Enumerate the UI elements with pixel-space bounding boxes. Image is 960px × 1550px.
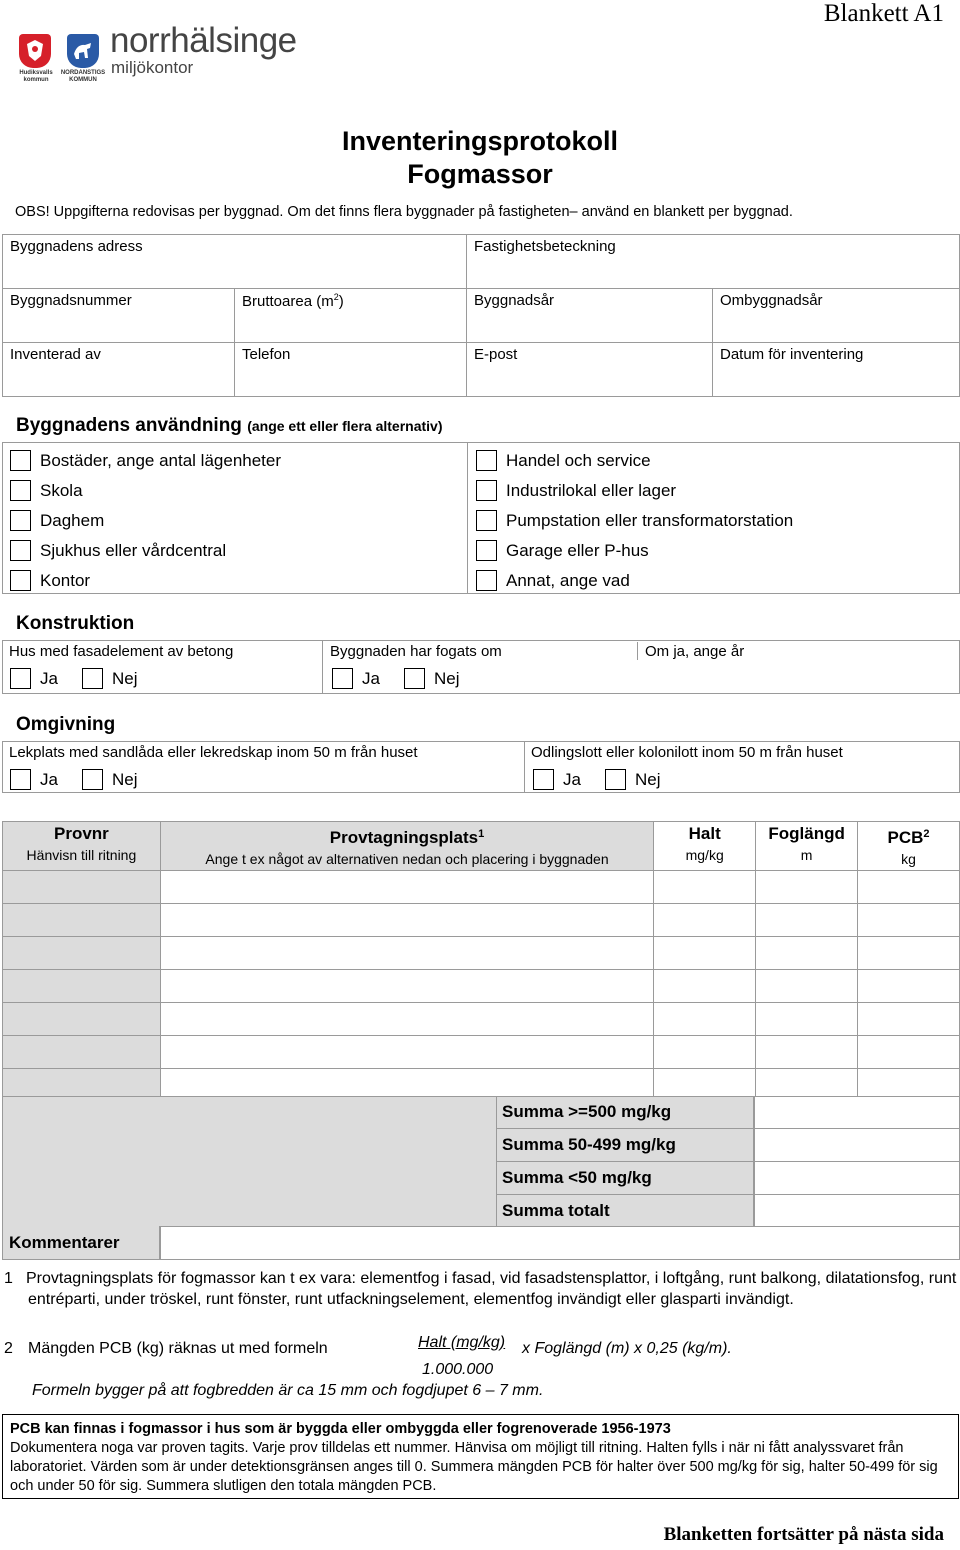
- field-inventoried-by[interactable]: Inventerad av: [3, 343, 235, 397]
- nordanstig-crest-icon: [67, 34, 99, 68]
- usage-option-other[interactable]: Annat, ange vad: [476, 570, 630, 591]
- checkbox[interactable]: [10, 668, 31, 689]
- checkbox[interactable]: [82, 668, 103, 689]
- divider: [754, 1161, 960, 1162]
- field-email[interactable]: E-post: [467, 343, 713, 397]
- rejoint-year-label: Om ja, ange år: [645, 643, 745, 660]
- divider: [322, 640, 323, 694]
- checkbox[interactable]: [332, 668, 353, 689]
- rejointed-yes[interactable]: Ja: [332, 668, 380, 689]
- allotment-yes[interactable]: Ja: [533, 769, 581, 790]
- sampling-table: [2, 821, 960, 1102]
- field-build-year[interactable]: Byggnadsår: [467, 289, 713, 343]
- checkbox[interactable]: [10, 570, 31, 591]
- facade-concrete-yes[interactable]: Ja: [10, 668, 58, 689]
- usage-option-pumpstation[interactable]: Pumpstation eller transformatorstation: [476, 510, 793, 531]
- checkbox[interactable]: [404, 668, 425, 689]
- usage-option-daycare[interactable]: Daghem: [10, 510, 104, 531]
- formula-rest: x Foglängd (m) x 0,25 (kg/m).: [522, 1340, 732, 1357]
- footnote-2-text: Mängden PCB (kg) räknas ut med formeln: [28, 1340, 328, 1357]
- col-header-joint-length: Foglängd m: [756, 822, 858, 871]
- usage-option-housing[interactable]: Bostäder, ange antal lägenheter: [10, 450, 281, 471]
- col-header-concentration: Halt mg/kg: [654, 822, 756, 871]
- sum-over-500-label: Summa >=500 mg/kg: [502, 1102, 672, 1121]
- field-phone[interactable]: Telefon: [235, 343, 467, 397]
- rejointed-no[interactable]: Nej: [404, 668, 460, 689]
- field-gross-area[interactable]: Bruttoarea $(m^2)$: [235, 289, 467, 343]
- divider: [754, 1128, 960, 1129]
- checkbox[interactable]: [10, 540, 31, 561]
- logo-subtitle: miljökontor: [111, 58, 194, 77]
- pcb-info-box: [2, 1414, 959, 1499]
- checkbox[interactable]: [10, 769, 31, 790]
- formula-denominator: 1.000.000: [422, 1361, 494, 1378]
- checkbox[interactable]: [605, 769, 626, 790]
- usage-heading: Byggnadens användning (ange ett eller flera alternativ): [16, 415, 443, 436]
- surroundings-heading: Omgivning: [16, 714, 116, 735]
- divider: [524, 741, 525, 793]
- table-row[interactable]: [3, 871, 960, 904]
- checkbox[interactable]: [476, 480, 497, 501]
- usage-option-garage[interactable]: Garage eller P-hus: [476, 540, 649, 561]
- checkbox[interactable]: [82, 769, 103, 790]
- divider: [496, 1128, 754, 1129]
- col-header-location: Provtagningsplats$^1$ Ange t ex något av alternativen nedan och placering i byggnaden: [160, 822, 653, 871]
- footnote-1-text: Provtagningsplats för fogmassor kan t ex vara: elementfog i fasad, vid fasadstensplattor, i loftgång, runt balkong, dilatationsfog, runt entréparti, under tröskel, runt fönster, runt utfackningselement, elementfog invändigt eller glasparti invändigt.: [26, 1270, 957, 1308]
- sum-under-50-label: Summa <50 mg/kg: [502, 1168, 652, 1187]
- obs-note: OBS! Uppgifterna redovisas per byggnad. Om det finns flera byggnader på fastigheten– använd en blankett per byggnad.: [15, 204, 793, 220]
- playground-no[interactable]: Nej: [82, 769, 138, 790]
- playground-yes[interactable]: Ja: [10, 769, 58, 790]
- allotment-no[interactable]: Nej: [605, 769, 661, 790]
- field-rebuild-year[interactable]: Ombyggnadsår: [713, 289, 960, 343]
- col-header-sample-no: Provnr Hänvisn till ritning: [3, 822, 161, 871]
- usage-option-retail[interactable]: Handel och service: [476, 450, 651, 471]
- table-row[interactable]: [3, 1036, 960, 1069]
- title-line-2: Fogmassor: [407, 159, 553, 189]
- footnote-1-number: 1: [4, 1270, 13, 1287]
- usage-option-school[interactable]: Skola: [10, 480, 83, 501]
- continues-next-page: Blanketten fortsätter på nästa sida: [663, 1524, 944, 1545]
- sum-total-label: Summa totalt: [502, 1201, 610, 1220]
- building-info-grid: [2, 234, 960, 397]
- checkbox[interactable]: [533, 769, 554, 790]
- checkbox[interactable]: [10, 480, 31, 501]
- usage-option-hospital[interactable]: Sjukhus eller vårdcentral: [10, 540, 226, 561]
- field-property-designation[interactable]: Fastighetsbeteckning: [467, 235, 960, 289]
- facade-concrete-label: Hus med fasadelement av betong: [9, 643, 234, 660]
- sum-50-499-label: Summa 50-499 mg/kg: [502, 1135, 676, 1154]
- usage-option-office[interactable]: Kontor: [10, 570, 90, 591]
- playground-label: Lekplats med sandlåda eller lekredskap inom 50 m från huset: [9, 744, 418, 761]
- divider: [496, 1194, 754, 1195]
- pcb-info-title: PCB kan finnas i fogmassor i hus som är byggda eller ombyggda eller fogrenoverade 1956-1973: [10, 1421, 671, 1437]
- formula-numerator: Halt (mg/kg): [418, 1334, 506, 1351]
- divider: [496, 1161, 754, 1162]
- table-row[interactable]: [3, 937, 960, 970]
- field-address[interactable]: Byggnadens adress: [3, 235, 467, 289]
- footnote-2-number: 2: [4, 1340, 13, 1357]
- formula-note: Formeln bygger på att fogbredden är ca 15 mm och fogdjupet 6 – 7 mm.: [32, 1382, 544, 1399]
- allotment-label: Odlingslott eller kolonilott inom 50 m från huset: [531, 744, 843, 761]
- municipality-caption-1: Hudiksvalls kommun: [19, 70, 53, 83]
- organization-logo: [15, 21, 315, 83]
- divider: [754, 1194, 960, 1195]
- pcb-info-body: Dokumentera noga var proven tagits. Varje prov tilldelas ett nummer. Hänvisa om möjligt till ritning. Halten fylls i när ni fått analyssvaret från laboratoriet. Värden som är under detektionsgränsen anges till 0. Summera mängden PCB för halter över 500 mg/kg för sig, halter 50-499 för sig och under 50 för sig. Summera slutligen den totala mängden PCB.: [10, 1440, 938, 1494]
- checkbox[interactable]: [476, 570, 497, 591]
- table-row[interactable]: [3, 904, 960, 937]
- usage-option-industrial[interactable]: Industrilokal eller lager: [476, 480, 676, 501]
- table-row[interactable]: [3, 970, 960, 1003]
- field-inventory-date[interactable]: Datum för inventering: [713, 343, 960, 397]
- field-building-number[interactable]: Byggnadsnummer: [3, 289, 235, 343]
- comments-field[interactable]: [160, 1226, 960, 1260]
- title-line-1: Inventeringsprotokoll: [341, 126, 619, 156]
- checkbox[interactable]: [476, 450, 497, 471]
- comments-label: Kommentarer: [9, 1233, 120, 1252]
- municipality-caption-2: NORDANSTIGS KOMMUN: [60, 70, 106, 83]
- rejointed-label: Byggnaden har fogats om: [330, 643, 502, 660]
- facade-concrete-no[interactable]: Nej: [82, 668, 138, 689]
- hudiksvall-crest-icon: [19, 34, 51, 68]
- checkbox[interactable]: [10, 450, 31, 471]
- divider: [637, 642, 638, 660]
- col-header-pcb: PCB$^2$ kg: [858, 822, 960, 871]
- table-row[interactable]: [3, 1003, 960, 1036]
- construction-heading: Konstruktion: [16, 613, 135, 634]
- form-id-label: Blankett A1: [823, 0, 944, 27]
- checkbox[interactable]: [10, 510, 31, 531]
- logo-wordmark: norrhälsinge: [110, 21, 297, 60]
- checkbox[interactable]: [476, 510, 497, 531]
- checkbox[interactable]: [476, 540, 497, 561]
- document-title: [0, 125, 960, 191]
